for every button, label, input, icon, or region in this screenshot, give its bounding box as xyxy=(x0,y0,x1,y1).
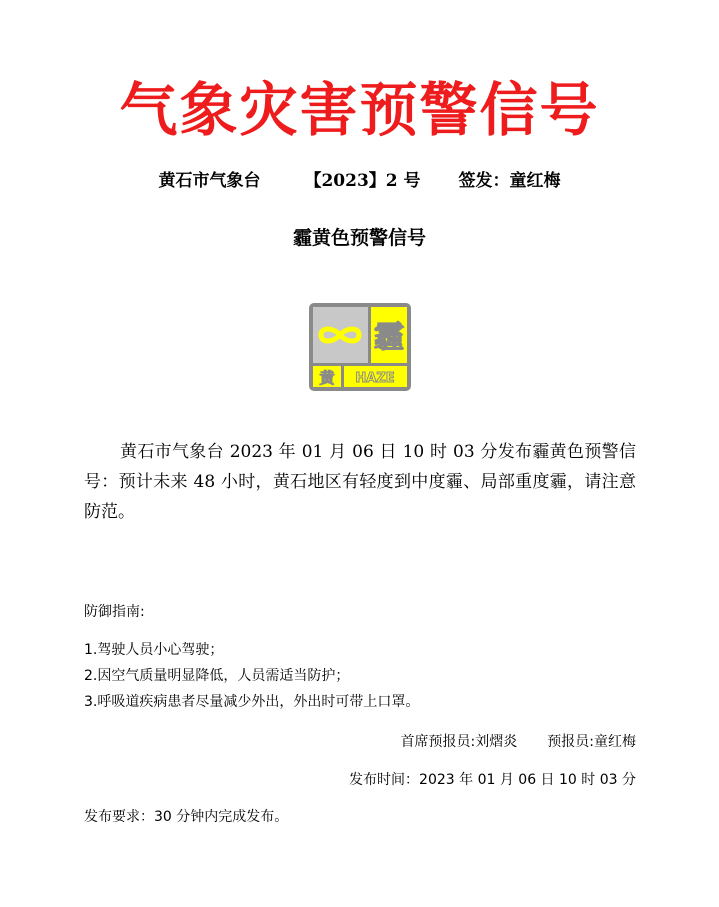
haze-yellow-warning-icon xyxy=(309,303,411,391)
guidance-item: 3.呼吸道疾病患者尽量减少外出，外出时可带上口罩。 xyxy=(84,694,420,710)
signal-title: 霾黄色预警信号 xyxy=(292,227,426,249)
icon-glyph: 霾 xyxy=(374,320,404,355)
release-requirement: 发布要求：30 分钟内完成发布。 xyxy=(84,809,289,825)
guidance-title: 防御指南: xyxy=(84,604,145,620)
document-number: 【2023】2 号 xyxy=(304,171,421,191)
forecaster-line xyxy=(401,732,636,752)
icon-english-label: HAZE xyxy=(355,371,395,386)
icon-color-label: 黄 xyxy=(319,369,335,387)
document-title: 气象灾害预警信号 xyxy=(119,76,600,144)
forecaster: 预报员:童红梅 xyxy=(547,734,636,750)
chief-forecaster: 首席预报员:刘熠炎 xyxy=(400,734,518,750)
issuer-line xyxy=(0,168,719,194)
issue-time: 发布时间：2023 年 01 月 06 日 10 时 03 分 xyxy=(349,772,636,788)
issuer-name: 黄石市气象台 xyxy=(158,171,261,191)
signer: 签发：童红梅 xyxy=(458,171,561,191)
warning-body: 黄石市气象台 2023 年 01 月 06 日 10 时 03 分发布霾黄色预警信号：预计未来 48 小时，黄石地区有轻度到中度霾、局部重度霾，请注意防范。 xyxy=(84,442,636,522)
guidance-item: 1.驾驶人员小心驾驶； xyxy=(84,642,224,658)
guidance-item: 2.因空气质量明显降低，人员需适当防护； xyxy=(84,668,350,684)
